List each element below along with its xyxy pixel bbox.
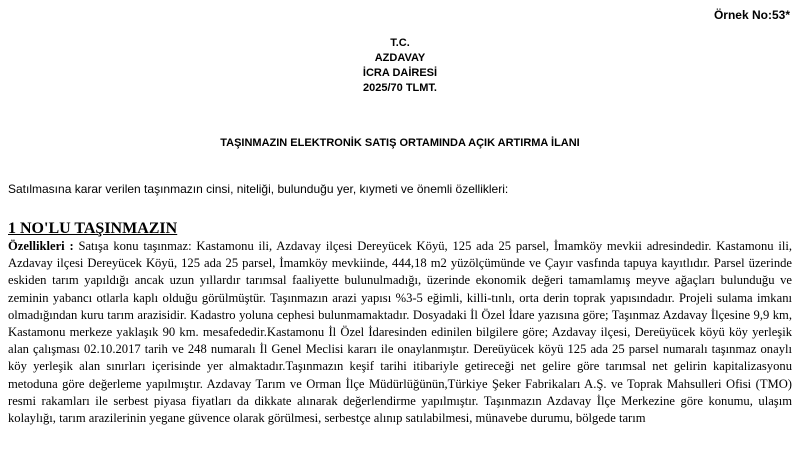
document-header xyxy=(0,36,800,96)
section-heading: 1 NO'LU TAŞINMAZIN xyxy=(8,220,178,237)
document-title: TAŞINMAZIN ELEKTRONİK SATIŞ ORTAMINDA AÇIK ARTIRMA İLANI xyxy=(220,137,580,149)
features-text: Satışa konu taşınmaz: Kastamonu ili, Azdavay ilçesi Dereyücek Köyü, 125 ada 25 parsel, İmamköy mevkii adresindedir. Kastamonu ili, Azdavay ilçesi Dereyücek Köyü, 125 ada 25 parsel, İmamköy mevkiinde, 444,18 m2 yüzölçümünde ve Çayır vasfında tapuya kayıtlıdır. Parsel üzerinde eskiden tarım yapıldığı ancak uzun yıllardır tarımsal faaliyette bulunulmadığı, üzerinde ekonomik değeri tamamlamış meyve ağaçları bulunduğu ve zeminin yabancı otlarla kaplı olduğu görülmüştür. Taşınmazın arazi yapısı %3-5 eğimli, killi-tınlı, orta derin toprak yapısındadır. Projeli sulama imkanı olmadığından kuru tarım arazisidir. Kadastro yoluna cephesi bulunmamaktadır. Dosyadaki İl Özel İdare yazısına göre; Taşınmaz Azdavay İlçesine 9,9 km, Kastamonu merkeze yaklaşık 90 km. mesafededir.Kastamonu İl Özel İdaresinden edinilen bilgilere göre; Azdavay ilçesi, Dereüyücek köyü köy yerleşik alan çalışması 02.10.2017 tarih ve 248 numaralı İl Genel Meclisi kararı ile onaylanmıştır. Dereüyücek köyü 125 ada 25 parsel numaralı taşınmaz onaylı köy yerleşik alan sınırları içerisinde yer almaktadır.Taşınmazın keşif tarihi itibariyle getireceği net gelire göre tarımsal net gelirin kapitalizasyonu metoduna göre değerleme yapılmıştır. Azdavay Tarım ve Orman İlçe Müdürlüğünün,Türkiye Şeker Fabrikaları A.Ş. ve Toprak Mahsulleri Ofisi (TMO) resmi rakamları ile serbest piyasa fiyatları da dikkate alınarak değerlendirme yapılmıştır. Taşınmazın Azdavay İlçe Merkezine göre konumu, ulaşım kolaylığı, tarım arazilerinin yegane güvence olarak görülmesi, serbestçe alınıp satılabilmesi, münavebe durumu, bölgede tarım xyxy=(8,239,793,426)
features-paragraph xyxy=(8,238,792,427)
header-line-district: AZDAVAY xyxy=(374,52,426,64)
intro-text: Satılmasına karar verilen taşınmazın cinsi, niteliği, bulunduğu yer, kıymeti ve önemli özellikleri: xyxy=(8,182,509,196)
header-line-office: İCRA DAİRESİ xyxy=(362,67,438,79)
features-label: Özellikleri : xyxy=(8,239,74,253)
header-line-tc: T.C. xyxy=(390,37,410,49)
sample-number: Örnek No:53* xyxy=(713,8,790,22)
header-line-file-no: 2025/70 TLMT. xyxy=(363,82,437,94)
